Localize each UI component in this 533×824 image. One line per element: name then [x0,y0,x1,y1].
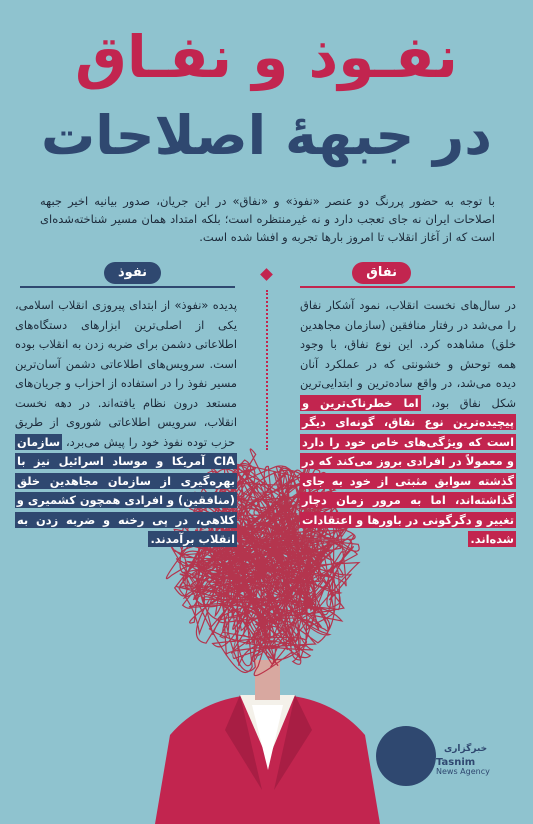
nefaq-highlight: اما خطرناک‌ترین و پیچیده‌ترین نوع نفاق، گونه‌ای دیگر است که ویژگی‌های خاص خود را دارد و معمولاً در افرادی بروز می‌کند که در گذشته سوابق مثبتی از خود به جای گذاشته‌اند، اما به مرور زمان دچار تغییر و دگرگونی در باورها و اعتقادات شده‌اند. [302,395,514,546]
intro-paragraph: با توجه به حضور پررنگ دو عنصر «نفوذ» و «نفاق» در این جریان، صدور بیانیه اخیر جبهه اصلاحات ایران نه جای تعجب دارد و نه غیرمنتظره است؛ بلکه امتداد همان مسیر شناخته‌شده‌ای است که از آغاز انقلاب تا امروز بارها تجربه و افشا شده است. [40,194,495,244]
logo-name: Tasnim [436,757,476,768]
tasnim-logo-icon [376,726,436,786]
nefaq-body: در سال‌های نخست انقلاب، نمود آشکار نفاق را می‌شد در رفتار منافقین (سازمان مجاهدین خلق) مشاهده کرد. این نوع نفاق، با وجود همه توحش و خشونتی که در عملکرد آنان دیده می‌شد، در واقع ساده‌ترین و ابتدایی‌ترین شکل نفاق بود، [300,298,517,410]
nofuz-highlight: سازمان CIA آمریکا و موساد اسرائیل نیز با بهره‌گیری از سازمان مجاهدین خلق (منافقین) و افرادی همچون کشمیری و کلاهی، در پی رخنه و ضربه زدن به انقلاب برآمدند. [16,434,235,546]
logo-label-en [436,758,501,776]
nefaq-column [300,296,516,550]
sub-title: در جبههٔ اصلاحات [41,104,492,167]
main-title: نفـوذ و نفـاق [75,23,458,91]
nofuz-column [15,296,237,550]
logo-tagline: News Agency [436,767,490,776]
header-pill-nofuz: نفوذ [104,262,161,284]
header-pill-nefaq: نفاق [352,262,411,284]
nofuz-body: پدیده «نفوذ» از ابتدای پیروزی انقلاب اسلامی، یکی از اصلی‌ترین ابزارهای دستگاه‌های اطلاعاتی دشمن برای ضربه زدن به انقلاب بوده است. سرویس‌های اطلاعاتی دشمن آسان‌ترین مسیر نفوذ را در استفاده از احزاب و جریان‌های مستعد درون نظام یافته‌اند. در دهه نخست انقلاب، سرویس اطلاعاتی شوروی از طریق حزب توده نفوذ خود را پیش می‌برد، [15,298,237,449]
logo-label-fa: خبرگزاری [444,744,488,754]
